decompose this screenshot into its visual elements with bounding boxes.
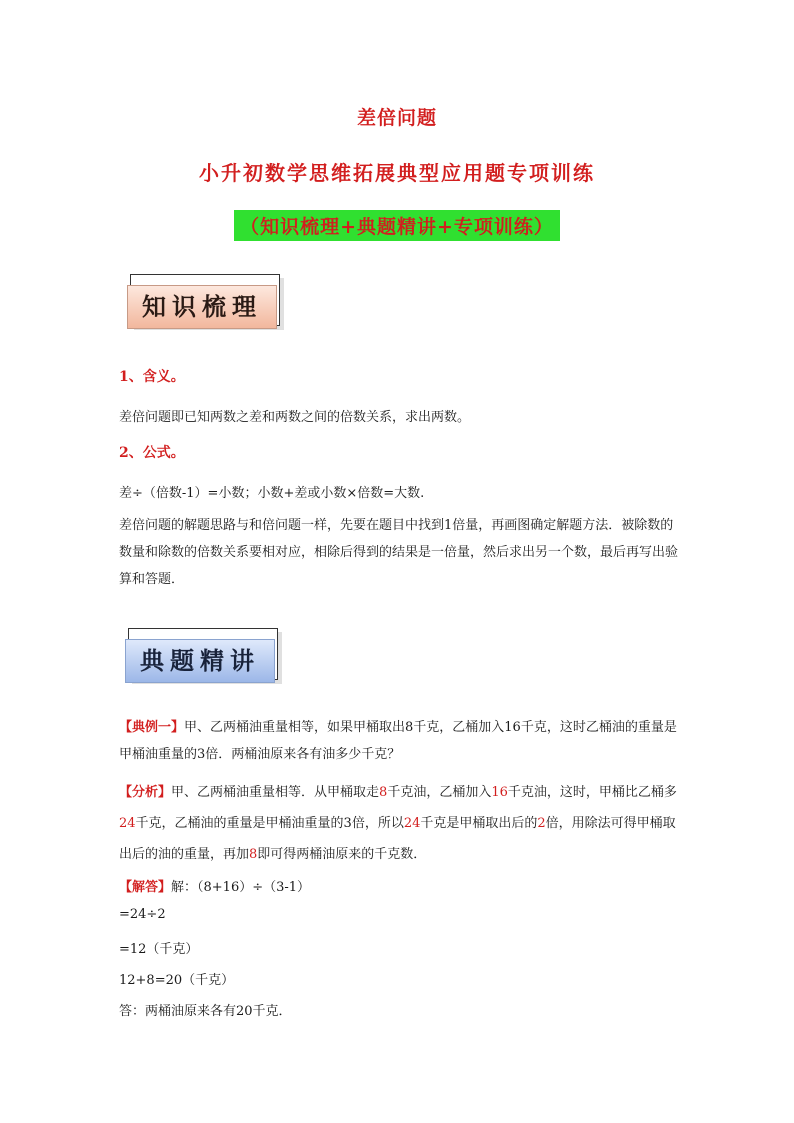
meaning-text: 差倍问题即已知两数之差和两数之间的倍数关系，求出两数。 [119,410,471,425]
example-question-text: 甲、乙两桶油重量相等，如果甲桶取出8千克，乙桶加入16千克，这时乙桶油的重量是甲桶油重量的3倍．两桶油原来各有油多少千克？ [119,720,677,762]
examples-banner [128,628,278,680]
analysis-number: 2 [537,816,546,831]
analysis-text: 甲、乙两桶油重量相等．从甲桶取走 [171,785,380,800]
page-tagline: （知识梳理+典题精讲+专项训练） [234,210,560,241]
solution-line-4: 12+8=20（千克） [119,973,235,988]
knowledge-banner-label: 知识梳理 [127,285,277,329]
example-question [119,714,683,768]
example-label: 【典例一】 [119,720,185,735]
analysis-label: 【分析】 [119,785,172,800]
section-heading-formula: 2、公式。 [119,445,185,461]
analysis-text: 即可得两桶油原来的千克数． [257,847,427,862]
solution-line-3: =12（千克） [119,942,199,957]
formula-text: 差÷（倍数-1）=小数；小数+差或小数×倍数=大数. [119,486,425,501]
analysis-text: 千克是甲桶取出后的 [420,816,538,831]
solution-label: 【解答】 [119,880,172,895]
solution-line-1 [119,876,310,895]
analysis-number: 24 [403,816,421,831]
explanation-text: 差倍问题的解题思路与和倍问题一样，先要在题目中找到1倍量，再画图确定解题方法．被除数的数量和除数的倍数关系要相对应，相除后得到的结果是一倍量，然后求出另一个数，最后再写出验算和答题． [119,518,679,587]
analysis-text: 千克，乙桶油的重量是甲桶油重量的3倍，所以 [135,816,404,831]
analysis-number: 8 [379,785,388,800]
solution-text: 解：（8+16）÷（3-1） [171,880,311,895]
tagline-wrap [0,210,794,241]
knowledge-banner [130,274,280,326]
analysis-text: 千克油，乙桶加入 [387,785,492,800]
page-title: 差倍问题 [356,107,437,129]
analysis-text: 千克油，这时，甲桶比乙桶多 [507,785,677,800]
analysis-number: 8 [249,847,258,862]
solution-line-2: =24÷2 [119,907,166,922]
examples-banner-label: 典题精讲 [125,639,275,683]
solution-answer: 答：两桶油原来各有20千克． [119,1004,292,1019]
section-heading-meaning: 1、含义。 [119,369,185,385]
analysis-number: 24 [119,816,136,831]
analysis-number: 16 [491,785,508,800]
analysis-paragraph [119,777,683,870]
page-subtitle: 小升初数学思维拓展典型应用题专项训练 [199,161,595,185]
analysis-text: 倍，用除法可得甲桶取出后的油的重量，再加 [119,816,676,862]
